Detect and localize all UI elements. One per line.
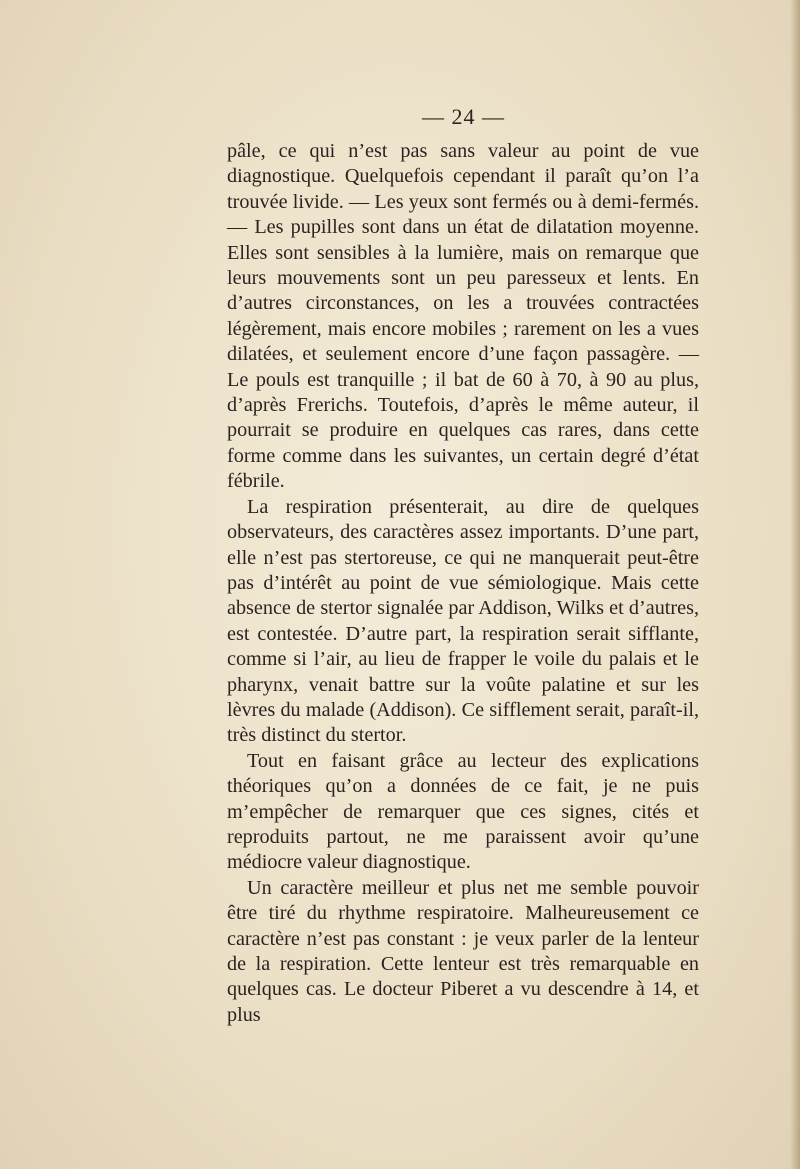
paragraph-4: Un caractère meilleur et plus net me semble pouvoir être tiré du rhythme respiratoire. Malheureusement ce caractère n’est pas constant : je veux parler de la lenteur de la respiration. Cette lenteur est très remarquable en quelques cas. Le docteur Piberet a vu descendre à 14, et plus bbox=[227, 876, 699, 1026]
paragraph-3: Tout en faisant grâce au lecteur des explications théoriques qu’on a données de ce fait, je ne puis m’empêcher de remarquer que ces signes, cités et reproduits partout, ne me paraissent avoir qu’une médiocre valeur diagnostique. bbox=[227, 749, 699, 874]
body-text bbox=[227, 139, 699, 1028]
paragraph-1: pâle, ce qui n’est pas sans valeur au point de vue diagnostique. Quelquefois cependant il paraît qu’on l’a trouvée livide. — Les yeux sont fermés ou à demi-fermés. — Les pupilles sont dans un état de dilatation moyenne. Elles sont sensibles à la lumière, mais on remarque que leurs mouvements sont un peu paresseux et lents. En d’autres circonstances, on les a trouvées contractées légèrement, mais encore mobiles ; rarement on les a vues dilatées, et seulement encore d’une façon passagère. — Le pouls est tranquille ; il bat de 60 à 70, à 90 au plus, d’après Frerichs. Toutefois, d’après le même auteur, il pourrait se produire en quelques cas rares, dans cette forme comme dans les suivantes, un certain degré d’état fébrile. bbox=[227, 140, 699, 493]
paragraph-2: La respiration présenterait, au dire de quelques observateurs, des caractères assez importants. D’une part, elle n’est pas stertoreuse, ce qui ne manquerait peut-être pas d’intérêt au point de vue sémiologique. Mais cette absence de stertor signalée par Addison, Wilks et d’autres, est contestée. D’autre part, la respiration serait sifflante, comme si l’air, au lieu de frapper le voile du palais et le pharynx, venait battre sur la voûte palatine et sur les lèvres du malade (Addison). Ce sifflement serait, paraît-il, très distinct du stertor. bbox=[227, 495, 699, 747]
page-edge-shadow bbox=[790, 0, 800, 1169]
page-number: — 24 — bbox=[422, 104, 505, 129]
